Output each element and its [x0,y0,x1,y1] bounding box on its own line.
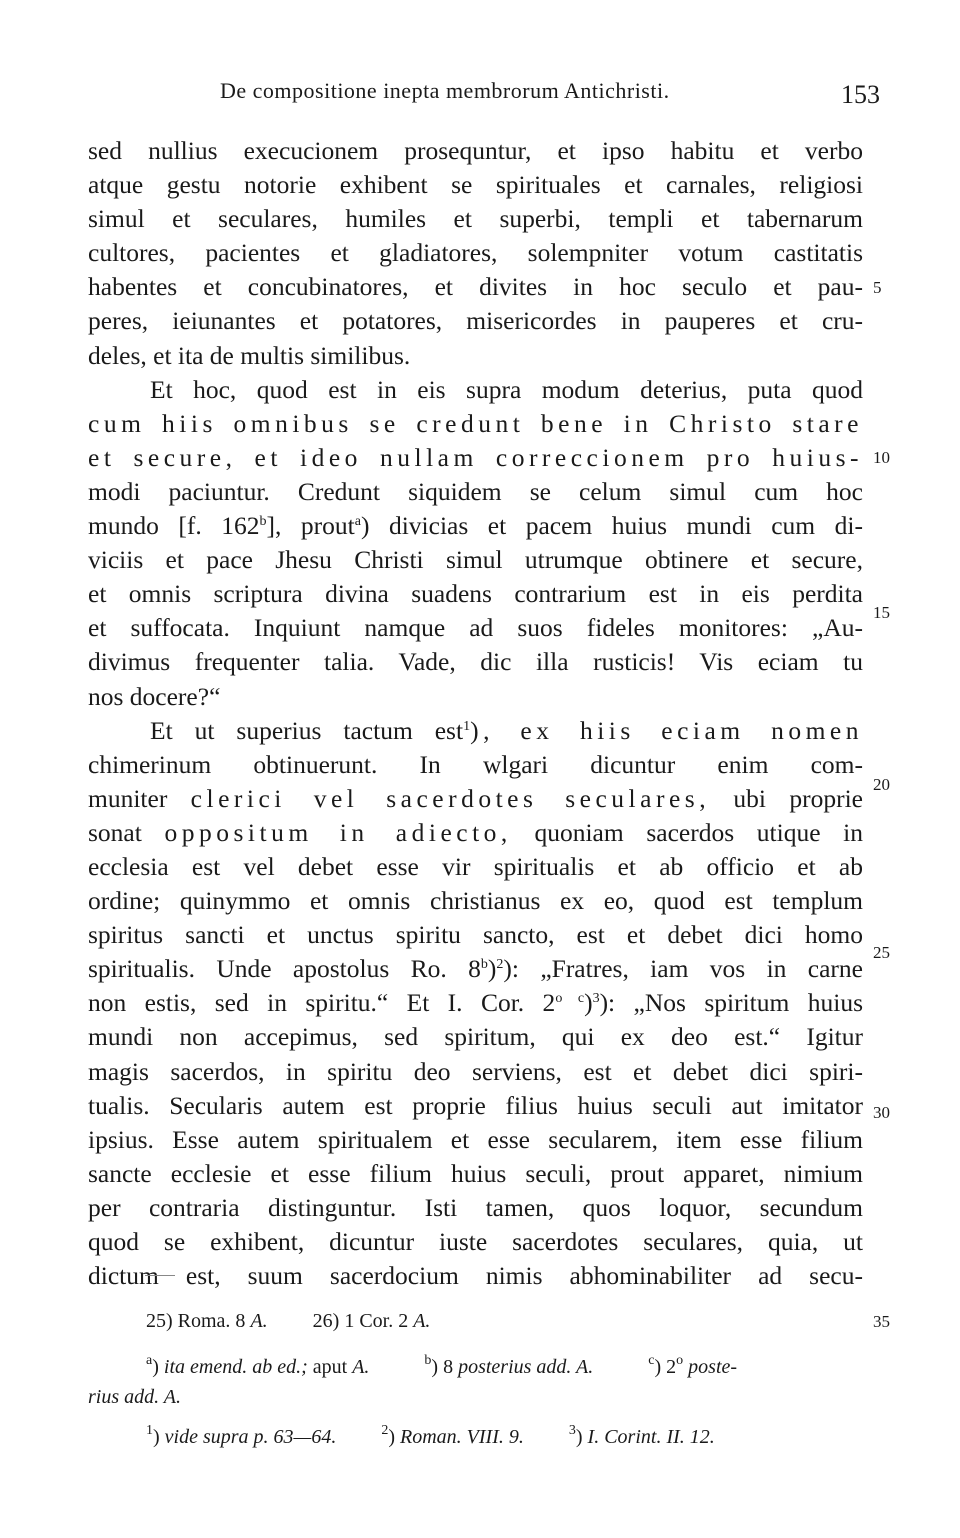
text-line [88,782,863,816]
note-mark: c [648,1353,655,1368]
source-note: $^3$) I. Corint. II. 12. [568,1423,715,1448]
line-number: 10 [873,448,890,467]
text-line: magis sacerdos, in spiritu deo serviens, est et debet dici spiri- [88,1056,863,1086]
note-text: 26) 1 Cor. 2 [312,1310,409,1332]
text-line: et secure, et ideo nullam correccionem pro huius- [88,442,863,472]
text-line: spiritus sancti et unctus spiritu sancto, est et debet dici homo [88,920,863,950]
text-line [88,986,863,1020]
text-line: peres, ieiunantes et potatores, misericordes in pauperes et cru- [88,306,863,336]
text-line: chimerinum obtinuerunt. In wlgari dicuntur enim com- [88,749,863,779]
source-note: $^2$) Roman. VIII. 9. [381,1423,524,1448]
text-line: cultores, pacientes et gladiatores, solempniter votum castitatis [88,238,863,268]
textual-notes-cont [88,1386,878,1409]
text-line: viciis et pace Jhesu Christi simul utrumque obtinere et secure, [88,545,863,575]
running-header [220,78,880,118]
text-line: modi paciuntur. Credunt siquidem se celum simul cum hoc [88,476,863,506]
text-line: deles, et ita de multis similibus. [88,340,411,370]
text-line: quod se exhibent, dicuntur iuste sacerdotes seculares, quia, ut [88,1227,863,1256]
textual-note: $^a$) ita emend. ab ed.; aput A. [146,1353,370,1378]
text-line: Et hoc, quod est in eis supra modum deterius, puta quod [150,374,863,404]
note-italic: Roman. VIII. 9. [400,1426,524,1448]
footnote-divider [145,1275,175,1276]
text-fragment: ubi proprie [733,783,863,813]
line-number: 30 [873,1103,890,1122]
text-line: habentes et concubinatores, et divites in hoc seculo et pau- [88,272,863,302]
note-italic: ita emend. ab ed.; [163,1356,308,1378]
source-notes [88,1423,878,1449]
line-number: 25 [873,943,890,962]
note-mark: 1 [463,718,471,734]
text-line: ipsius. Esse autem spiritualem et esse secularem, item esse filium [88,1124,863,1154]
superscript: o [676,1353,684,1368]
page-number: 153 [841,80,880,109]
note-italic: posterius add. A. [458,1356,594,1378]
text-fragment: ) [487,954,497,984]
note-italic: vide supra p. 63—64. [164,1426,337,1448]
note-text: 25) Roma. 8 [146,1310,246,1332]
note-italic: rius add. A. [88,1386,181,1408]
line-number: 20 [873,775,890,794]
folio-ref: mundo [f. 162 [88,511,260,541]
text-line: mundi non accepimus, sed spiritum, qui ex deo est.“ Igitur [88,1022,863,1052]
note-italic: A. [413,1310,431,1332]
text-line: dictum est, suum sacerdocium nimis abhominabiliter ad secu- [88,1261,863,1291]
line-number: 15 [873,603,890,622]
note-mark: a [354,514,361,530]
text-line: nos docere?“ [88,681,221,711]
note-text: 2 [666,1356,677,1378]
source-note: $^1$) vide supra p. 63—64. [146,1423,337,1448]
text-fragment: muniter [88,783,168,813]
note-text: aput [312,1356,348,1378]
note-italic: poste- [688,1356,738,1378]
text-line [88,714,863,748]
text-line: et suffocata. Inquiunt namque ad suos fideles monitores: „Au- [88,613,863,643]
text-fragment: ): „Nos spiritum huius [599,988,863,1018]
note-mark: a [146,1353,153,1368]
note-italic: A. [250,1310,268,1332]
text-fragment: ) [584,988,593,1018]
textual-notes [88,1353,878,1379]
textual-note: $^c$) 2$^o$ poste- [648,1353,738,1378]
text-line: tualis. Secularis autem est proprie filius huius seculi aut imitator [88,1090,863,1120]
note-mark: 2 [381,1423,389,1438]
spaced-text: oppositum in adiecto, [164,817,512,847]
text-fragment: Et ut superius tactum est [150,715,464,745]
line-number: 35 [873,1312,890,1331]
superscript: b [259,514,267,530]
text-fragment: ], prout [266,511,355,541]
note-mark: b [424,1353,432,1368]
text-line: cum hiis omnibus se credunt bene in Christo stare [88,408,863,438]
text-fragment: sonat [88,817,142,847]
textual-note: $^b$) 8 posterius add. A. [424,1353,594,1378]
running-title: De compositione inepta membrorum Antichristi. [220,78,670,103]
note-italic: A. [352,1356,370,1378]
text-line: atque gestu notorie exhibent se spirituales et carnales, religiosi [88,170,863,200]
note-mark: o c [555,991,585,1007]
text-fragment: ): „Fratres, iam vos in carne [503,954,863,984]
text-fragment: spiritualis. Unde apostolus Ro. 8 [88,954,481,984]
text-fragment: ) divicias et pacem huius mundi cum di- [360,511,863,541]
text-line: ecclesia est vel debet esse vir spiritualis et ab officio et ab [88,851,863,881]
note-mark: 3 [568,1423,576,1438]
text-fragment: ), ex hiis eciam nomen [470,715,863,745]
apparatus-note [146,1310,268,1332]
note-text: 8 [443,1356,454,1378]
note-italic: I. Corint. II. 12. [587,1426,715,1448]
text-line [88,952,863,986]
note-mark: 2 [496,957,504,973]
text-line: et omnis scriptura divina suadens contrarium est in eis perdita [88,579,863,609]
main-text [88,134,863,1293]
note-mark: 3 [592,991,600,1007]
spaced-text: clerici vel sacerdotes seculares, [190,783,711,813]
apparatus-note [313,1310,431,1332]
text-line [88,816,863,850]
text-fragment: non estis, sed in spiritu.“ Et I. Cor. 2 [88,988,556,1018]
text-line: ordine; quinymmo et omnis christianus ex eo, quod est templum [88,886,863,916]
text-line: sed nullius execucionem prosequntur, et ipso habitu et verbo [88,136,863,165]
text-line: sancte ecclesie et esse filium huius seculi, prout apparet, nimium [88,1158,863,1188]
text-line [88,509,863,543]
text-line: per contraria distinguntur. Isti tamen, quos loquor, secundum [88,1192,863,1222]
note-mark: b [480,957,488,973]
apparatus-notes [88,1310,878,1333]
text-fragment: quoniam sacerdos utique in [534,817,864,847]
text-line: simul et seculares, humiles et superbi, templi et tabernarum [88,204,863,234]
text-line: divimus frequenter talia. Vade, dic illa rusticis! Vis eciam tu [88,647,863,677]
note-mark: 1 [146,1423,153,1438]
line-number: 5 [873,278,882,297]
